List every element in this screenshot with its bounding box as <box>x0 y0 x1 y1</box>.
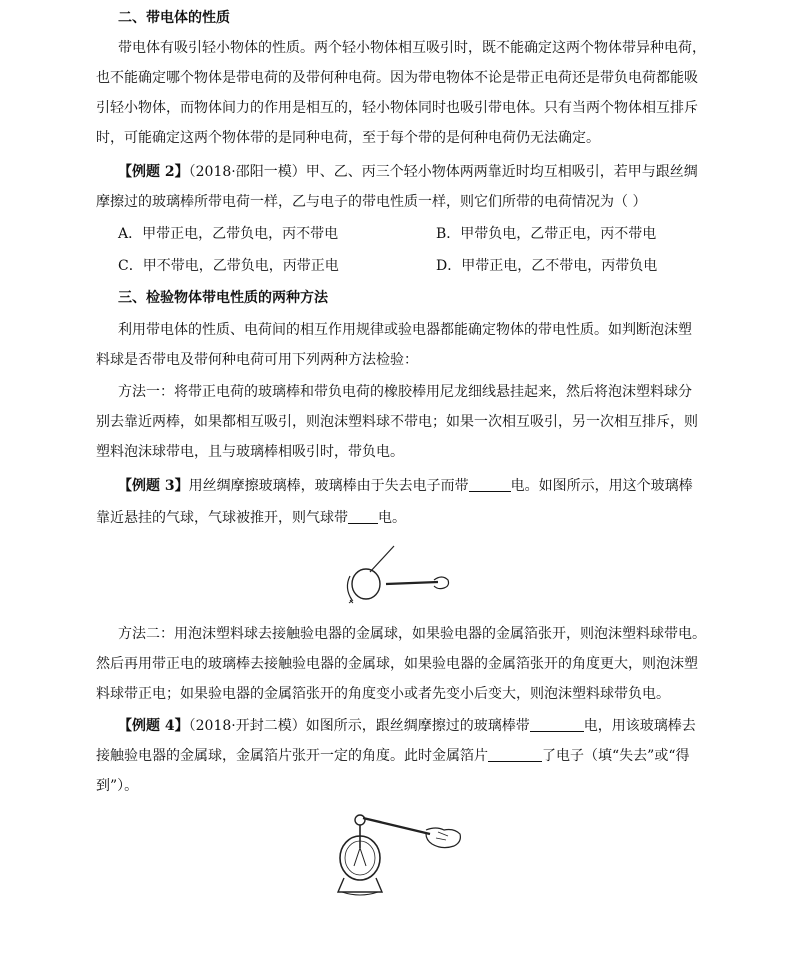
example-2-tag: 【例题 2】 <box>118 164 189 180</box>
section-heading-2: 二、带电体的性质 <box>118 10 230 26</box>
example-2-line-2: 摩擦过的玻璃棒所带电荷一样，乙与电子的带电性质一样，则它们所带的电荷情况为（ ） <box>96 194 647 210</box>
section-heading-3: 三、检验物体带电性质的两种方法 <box>118 290 328 306</box>
answer-blank[interactable] <box>469 477 511 492</box>
option-a: A．甲带正电，乙带负电，丙不带电 <box>118 226 339 242</box>
method-1-line: 方法一：将带正电荷的玻璃棒和带负电荷的橡胶棒用尼龙细线悬挂起来，然后将泡沫塑料球分 <box>118 384 692 400</box>
example-4-line-1: 【例题 4】（2018·开封二模）如图所示，跟丝绸摩擦过的玻璃棒带 电，用该玻璃棒去 <box>118 718 696 734</box>
paragraph-line: 引轻小物体，而物体间力的作用是相互的，轻小物体同时也吸引带电体。只有当两个物体相互排斥 <box>96 100 698 116</box>
electroscope-figure <box>330 806 470 902</box>
balloon-figure <box>338 540 468 612</box>
paragraph-line: 料球是否带电及带何种电荷可用下列两种方法检验： <box>96 352 418 368</box>
option-b: B．甲带负电，乙带正电，丙不带电 <box>436 226 657 242</box>
example-3-line-2: 靠近悬挂的气球，气球被推开，则气球带 电。 <box>96 510 406 526</box>
method-2-line: 然后再用带正电的玻璃棒去接触验电器的金属球，如果验电器的金属箔张开的角度更大，则泡沫塑 <box>96 656 698 672</box>
option-d: D．甲带正电，乙不带电，丙带负电 <box>436 258 658 274</box>
example-4-line-3: 到”）。 <box>96 778 139 794</box>
answer-blank[interactable] <box>348 509 378 524</box>
method-2-line: 料球带正电；如果验电器的金属箔张开的角度变小或者先变小后变大，则泡沫塑料球带负电。 <box>96 686 670 702</box>
example-4-line-2: 接触验电器的金属球，金属箔片张开一定的角度。此时金属箔片 了电子（填“失去”或“得 <box>96 748 690 764</box>
example-3-tag: 【例题 3】 <box>118 478 189 494</box>
paragraph-line: 带电体有吸引轻小物体的性质。两个轻小物体相互吸引时，既不能确定这两个物体带异种电荷， <box>118 40 706 56</box>
method-2-line: 方法二：用泡沫塑料球去接触验电器的金属球，如果验电器的金属箔张开，则泡沫塑料球带电。 <box>118 626 706 642</box>
paragraph-line: 利用带电体的性质、电荷间的相互作用规律或验电器都能确定物体的带电性质。如判断泡沫塑 <box>118 322 692 338</box>
option-c: C．甲不带电，乙带负电，丙带正电 <box>118 258 339 274</box>
answer-blank[interactable] <box>488 747 542 762</box>
answer-blank[interactable] <box>530 717 584 732</box>
example-4-tag: 【例题 4】 <box>118 718 189 734</box>
example-2-line-1: 【例题 2】（2018·邵阳一模）甲、乙、丙三个轻小物体两两靠近时均互相吸引，若甲与跟丝绸 <box>118 164 698 180</box>
method-1-line: 塑料泡沫球带电，且与玻璃棒相吸引时，带负电。 <box>96 444 404 460</box>
paragraph-line: 时，可能确定这两个物体带的是同种电荷，至于每个带的是何种电荷仍无法确定。 <box>96 130 600 146</box>
method-1-line: 别去靠近两棒，如果都相互吸引，则泡沫塑料球不带电；如果一次相互吸引，另一次相互排斥，则 <box>96 414 698 430</box>
paragraph-line: 也不能确定哪个物体是带电荷的及带何种电荷。因为带电物体不论是带正电荷还是带负电荷都能吸 <box>96 70 698 86</box>
example-3-line-1: 【例题 3】用丝绸摩擦玻璃棒，玻璃棒由于失去电子而带 电。如图所示，用这个玻璃棒 <box>118 478 693 494</box>
